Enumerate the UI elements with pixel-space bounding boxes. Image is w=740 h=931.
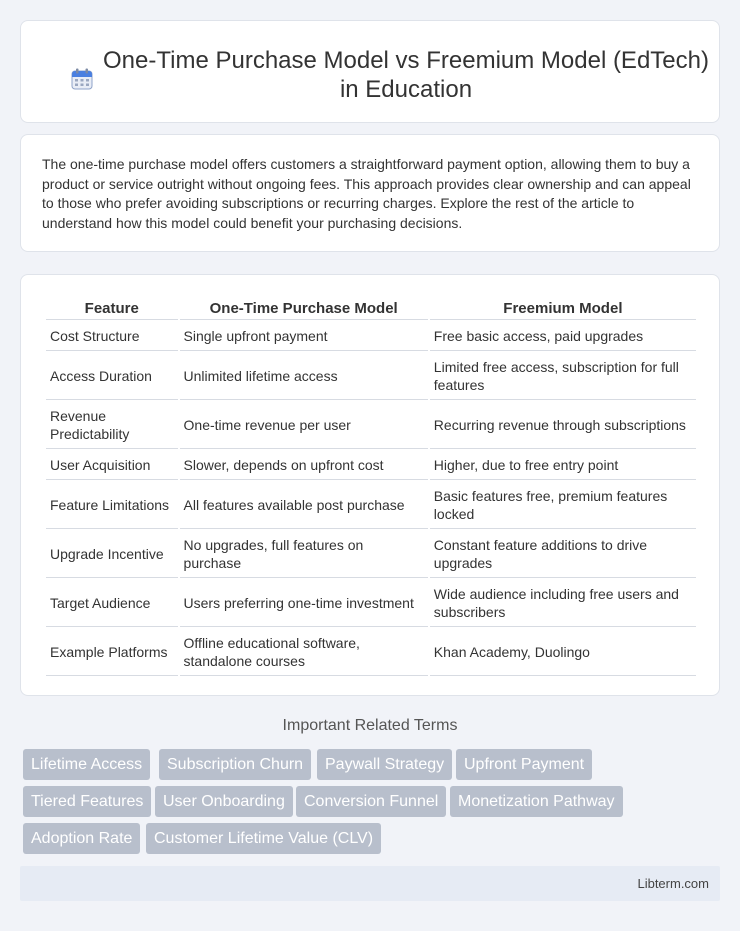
table-row xyxy=(46,531,696,578)
calendar-icon xyxy=(70,67,94,91)
table-row xyxy=(46,482,696,529)
table-cell: Users preferring one-time investment xyxy=(180,580,428,627)
table-cell: Wide audience including free users and subscribers xyxy=(430,580,696,627)
tag-tiered-features[interactable]: Tiered Features xyxy=(23,786,151,817)
tag-paywall-strategy[interactable]: Paywall Strategy xyxy=(317,749,452,780)
tag-monetization-pathway[interactable]: Monetization Pathway xyxy=(450,786,623,817)
table-cell: Constant feature additions to drive upgrades xyxy=(430,531,696,578)
table-cell: No upgrades, full features on purchase xyxy=(180,531,428,578)
tag-user-onboarding[interactable]: User Onboarding xyxy=(155,786,293,817)
table-cell: Revenue Predictability xyxy=(46,402,178,449)
table-cell: Example Platforms xyxy=(46,629,178,676)
table-cell: Feature Limitations xyxy=(46,482,178,529)
table-cell: Cost Structure xyxy=(46,322,178,351)
comparison-card xyxy=(20,274,720,696)
table-cell: Recurring revenue through subscriptions xyxy=(430,402,696,449)
tag-conversion-funnel[interactable]: Conversion Funnel xyxy=(296,786,446,817)
intro-card xyxy=(20,134,720,252)
table-header: One-Time Purchase Model xyxy=(180,298,428,320)
table-header: Feature xyxy=(46,298,178,320)
table-row xyxy=(46,451,696,480)
table-header-row xyxy=(46,298,696,320)
table-cell: Unlimited lifetime access xyxy=(180,353,428,400)
table-cell: Free basic access, paid upgrades xyxy=(430,322,696,351)
tag-adoption-rate[interactable]: Adoption Rate xyxy=(23,823,140,854)
table-row xyxy=(46,402,696,449)
table-row xyxy=(46,629,696,676)
table-cell: Higher, due to free entry point xyxy=(430,451,696,480)
tag-customer-lifetime-value[interactable]: Customer Lifetime Value (CLV) xyxy=(146,823,381,854)
table-cell: Limited free access, subscription for full features xyxy=(430,353,696,400)
table-cell: Single upfront payment xyxy=(180,322,428,351)
table-cell: Basic features free, premium features locked xyxy=(430,482,696,529)
footer xyxy=(20,866,720,901)
tag-subscription-churn[interactable]: Subscription Churn xyxy=(159,749,311,780)
table-cell: Upgrade Incentive xyxy=(46,531,178,578)
table-cell: Slower, depends on upfront cost xyxy=(180,451,428,480)
table-cell: User Acquisition xyxy=(46,451,178,480)
tag-upfront-payment[interactable]: Upfront Payment xyxy=(456,749,592,780)
table-cell: All features available post purchase xyxy=(180,482,428,529)
table-row xyxy=(46,353,696,400)
table-cell: Access Duration xyxy=(46,353,178,400)
tag-lifetime-access[interactable]: Lifetime Access xyxy=(23,749,150,780)
table-cell: Khan Academy, Duolingo xyxy=(430,629,696,676)
footer-brand[interactable]: Libterm.com xyxy=(637,876,709,891)
table-cell: One-time revenue per user xyxy=(180,402,428,449)
table-header: Freemium Model xyxy=(430,298,696,320)
page-title: One-Time Purchase Model vs Freemium Model (EdTech) in Education xyxy=(103,47,709,103)
table-row xyxy=(46,322,696,351)
table-row xyxy=(46,580,696,627)
intro-text: The one-time purchase model offers customers a straightforward payment option, allowing them to buy a product or service outright without ongoing fees. This approach provides clear ownership and can appeal to those who prefer avoiding subscriptions or recurring charges. Explore the rest of the article to understand how this model could benefit your purchasing decisions. xyxy=(42,156,691,231)
title-card xyxy=(20,20,720,123)
table-cell: Target Audience xyxy=(46,580,178,627)
comparison-table xyxy=(44,296,698,678)
table-cell: Offline educational software, standalone courses xyxy=(180,629,428,676)
related-terms-title: Important Related Terms xyxy=(282,717,458,734)
